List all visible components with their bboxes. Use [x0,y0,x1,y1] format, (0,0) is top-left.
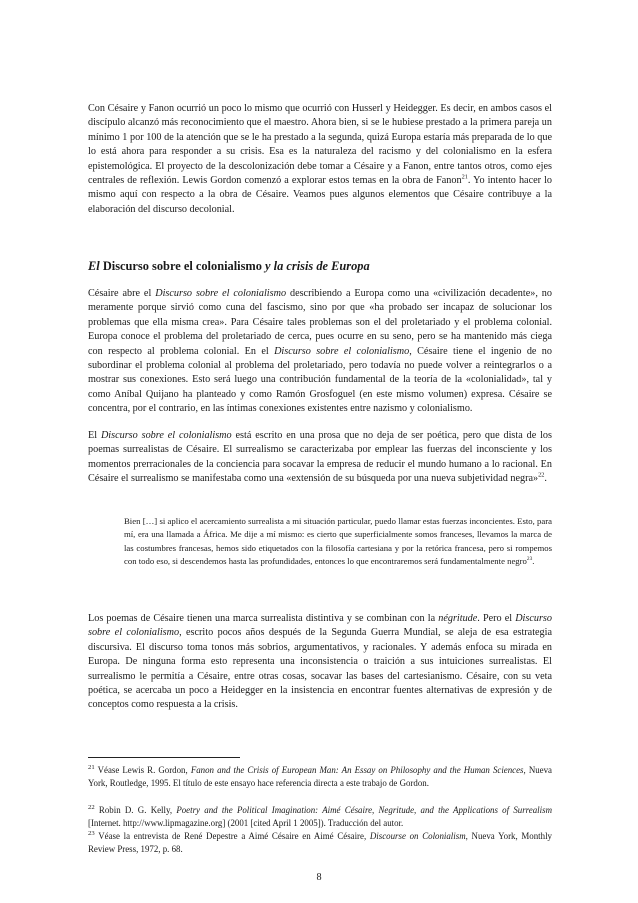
paragraph-surrealismo: El Discurso sobre el colonialismo está escrito en una prosa que no deja de ser poética, pero que dista de los poemas surrealistas de Césaire. El surrealismo se caracterizaba por emplear las fuerzas del inconsciente y los momentos prerracionales de la conciencia para socavar la empresa de reducir el mundo humano a lo racional. En Césaire el surrealismo se manifestaba como una «extensión de su búsqueda por una nueva subjetividad negra»$^{22}$. [88,430,552,485]
section-heading: El Discurso sobre el colonialismo y la crisis de Europa [88,259,370,273]
footnote-ref-22[interactable]: 22 [538,471,545,479]
footnote-23: $^{23}$ Véase la entrevista de René Depestre a Aimé Césaire en Aimé Césaire, Discourse on Colonialism, Nueva York, Monthly Review Press, 1972, p. 68. [88,830,552,854]
page-number: 8 [316,872,322,883]
paragraph-intro: Con Césaire y Fanon ocurrió un poco lo mismo que ocurrió con Husserl y Heidegger. Es decir, en ambos casos el discípulo alcanzó más reconocimiento que el maestro. Ahora bien, si se le hubiese prestado a la primera pareja un mínimo 1 por 100 de la atención que se le ha prestado a la segunda, quizá Europa estaría más preparada de lo que lo está ahora para responder a su crisis. Esa es la naturaleza del racismo y del colonialismo en la esfera epistemológica. El proyecto de la descolonización debe tomar a Césaire y a Fanon, entre tantos otros, como ejes centrales de reflexión. Lewis Gordon comenzó a explorar estos temas en la obra de Fanon$^{21}$. Yo intento hacer lo mismo aquí con respecto a la obra de Césaire. Veamos pues algunos elementos que Césaire contribuye a la elaboración del discurso decolonial. [88,103,552,215]
footnote-21: $^{21}$ Véase Lewis R. Gordon, Fanon and the Crisis of European Man: An Essay on Philosophy and the Human Sciences, Nueva York, Routledge, 1995. El título de este ensayo hace referencia directa a este trabajo de Gordon. [88,764,552,788]
footnote-separator [88,757,240,758]
footnote-22: $^{22}$ Robin D. G. Kelly, Poetry and the Political Imagination: Aimé Césaire, Negritude, and the Applications of Surrealism [Internet. http://www.lipmagazine.org] (2001 [cited April 1 2005]). Traducción del autor. [88,804,552,828]
block-quote: Bien […] si aplico el acercamiento surrealista a mi situación particular, puedo llamar estas fuerzas inconcientes. Esto, para mí, era una llamada a África. Me dije a mí mismo: es cierto que superficialmente somos franceses, llevamos la marca de las costumbres francesas, hemos sido etiquetados con la filosofía cartesiana y por la retórica francesa, pero si rompemos con todo eso, si descendemos hasta las profundidades, entonces lo que encontraremos será fundamentalmente negro$^{23}$. [124,516,552,566]
paragraph-discurso: Césaire abre el Discurso sobre el colonialismo describiendo a Europa como una «civilización decadente», no meramente porque sirvió como cuna del fascismo, sino por que «ha probado ser incapaz de solucionar los problemas que ella misma crea». Para Césaire tales problemas son el del proletariado y el problema colonial. Europa conoce el problema del proletariado de cerca, pues ocurre en su seno, pero se ha mantenido más ciega con respecto al problema colonial. En el Discurso sobre el colonialismo, Césaire tiene el ingenio de no subordinar el problema colonial al problema del proletariado, pero todavía no puede volver a reintegrarlos o a mostrar sus conexiones. Esto será luego una contribución fundamental de la teoría de la «colonialidad», tal y como Aníbal Quijano ha planteado y como Ramón Grosfoguel (en este mismo volumen) expresa. Césaire se concentra, por el contrario, en las íntimas conexiones existentes entre nazismo y colonialismo. [88,288,552,415]
footnote-ref-21[interactable]: 21 [461,173,468,181]
paragraph-poemas: Los poemas de Césaire tienen una marca surrealista distintiva y se combinan con la négritude. Pero el Discurso sobre el colonialismo, escrito pocos años después de la Segunda Guerra Mundial, se aleja de esa estrategia discursiva. El discurso toma tonos más sobrios, argumentativos, y racionales. Y además enfoca su mirada en Europa. De ninguna forma esto representa una inconsistencia o traición a sus intuiciones surrealistas. El surrealismo le permitía a Césaire, entre otras cosas, socavar las bases del cartesianismo. Césaire, con su veta poética, se acercaba un poco a Heidegger en la insistencia en encontrar fuentes alternativas de expresión y de conceptos como respuesta a la crisis. [88,613,552,711]
footnote-ref-23[interactable]: 23 [526,556,533,562]
